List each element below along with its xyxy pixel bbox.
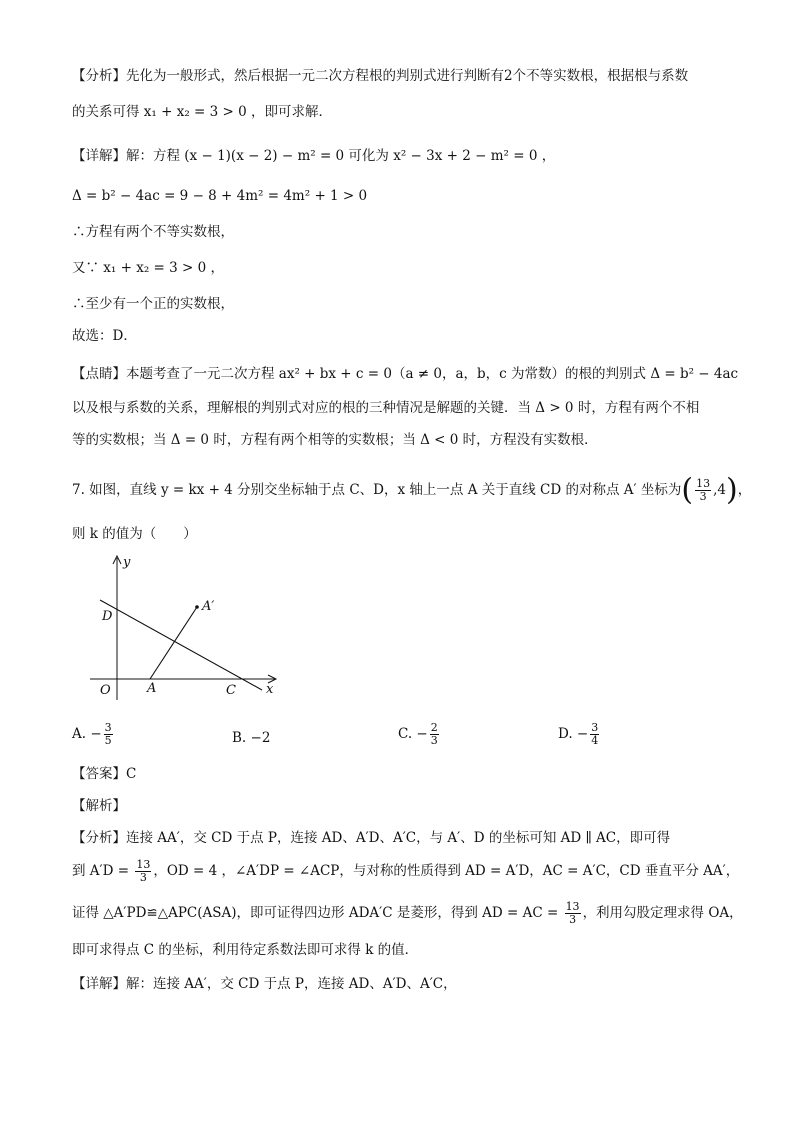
analysis7-text-4: 即可求得点 C 的坐标，利用待定系数法即可求得 k 的值．	[72, 942, 419, 958]
label-d: D	[102, 609, 113, 624]
label-a: A	[147, 681, 157, 696]
comment-tag: 【点睛】	[72, 366, 126, 382]
coord-numerator: 13	[696, 477, 711, 490]
analysis7-text-2b: ，OD = 4 ，∠A′DP = ∠ACP，与对称的性质得到 AD = A′D，AC = A′C，CD 垂直平分 AA′，	[153, 863, 740, 879]
analysis7-tag: 【分析】	[72, 830, 126, 846]
option-b[interactable]	[232, 730, 270, 746]
detail-line-3	[72, 222, 734, 242]
option-b-label: B. −2	[232, 730, 271, 746]
label-o: O	[100, 683, 111, 698]
sum-of-roots-line: 又∵ x₁ + x₂ = 3 > 0 ，	[72, 260, 224, 276]
comment-text: 本题考查了一元二次方程 ax² + bx + c = 0（a ≠ 0，a，b，c 为常数）的根的判别式 Δ = b² − 4ac	[126, 366, 739, 382]
question-punct: ，	[737, 482, 752, 498]
label-x: x	[266, 682, 274, 697]
analysis7-text-3a: 证得 △A′PD≌△APC(ASA)，即可证得四边形 ADA′C 是菱形，得到 AD = AC =	[72, 905, 563, 921]
analysis7-text-1: 连接 AA′，交 CD 于点 P，连接 AD、A′D、A′C，与 A′、D 的坐标可知 AD ∥ AC，即可得	[126, 830, 671, 846]
analysis7-frac1-den: 3	[139, 871, 147, 884]
label-a-prime: A′	[202, 599, 215, 614]
detail-line-2	[72, 186, 734, 206]
option-c-num: 2	[430, 721, 438, 734]
coord-y: ,4	[713, 482, 726, 498]
option-d-den: 4	[591, 734, 599, 747]
analysis7-line-4	[72, 940, 734, 960]
analysis7-fraction-2	[565, 901, 581, 926]
left-paren: (	[681, 472, 694, 508]
analysis-line-1	[72, 66, 734, 86]
label-c: C	[226, 683, 236, 698]
coord-fraction	[695, 478, 711, 503]
analysis7-text-2a: 到 A′D =	[72, 863, 134, 879]
option-a-label: A. −	[72, 726, 102, 742]
coord-denominator: 3	[699, 490, 707, 503]
point-a-prime	[195, 605, 199, 609]
detail-line-6	[72, 326, 734, 346]
analysis7-fraction-1	[135, 859, 151, 884]
right-paren: )	[725, 472, 738, 508]
analysis-heading	[72, 796, 734, 816]
detail-tag: 【详解】	[72, 148, 126, 164]
option-c[interactable]	[398, 722, 441, 747]
comment-line-1	[72, 364, 739, 384]
detail-line-5	[72, 294, 734, 314]
analysis7-text-3b: ，利用勾股定理求得 OA，	[582, 905, 743, 921]
detail-line-1	[72, 146, 734, 166]
option-c-label: C. −	[398, 726, 428, 742]
comment-line-3	[72, 430, 734, 450]
detail-equation: 解：方程 (x − 1)(x − 2) − m² = 0 可化为 x² − 3x + 2 − m² = 0 ，	[126, 148, 556, 164]
analysis7-frac2-num: 13	[565, 900, 580, 913]
line-cd	[100, 600, 262, 690]
question-7-stem	[72, 472, 752, 508]
analysis-text-cont: 的关系可得 x₁ + x₂ = 3 > 0 ，即可求解．	[72, 104, 332, 120]
analysis7-line-1	[72, 828, 734, 848]
question-7-line2	[72, 524, 734, 544]
option-a-den: 5	[104, 734, 112, 747]
comment-text-2: 以及根与系数的关系，理解根的判别式对应的根的三种情况是解题的关键．当 Δ > 0 时，方程有两个不相	[72, 400, 700, 416]
answer-value: C	[126, 766, 137, 782]
analysis7-frac2-den: 3	[569, 913, 577, 926]
analysis-heading-tag: 【解析】	[72, 798, 126, 814]
label-y: y	[123, 555, 131, 570]
detail7-line-1	[72, 974, 734, 994]
option-a-fraction	[104, 722, 113, 747]
positive-root-line: ∴至少有一个正的实数根，	[72, 296, 234, 312]
coordinate-figure	[90, 552, 290, 702]
detail7-tag: 【详解】	[72, 976, 126, 992]
answer-tag: 【答案】	[72, 766, 126, 782]
segment-aa-prime	[150, 607, 197, 679]
analysis-text: 先化为一般形式，然后根据一元二次方程根的判别式进行判断有2个不等实数根，根据根与系数	[126, 68, 689, 84]
option-a[interactable]	[72, 722, 115, 747]
answer-line	[72, 764, 734, 784]
option-d-num: 3	[591, 721, 599, 734]
analysis7-line-2	[72, 858, 740, 884]
question-text: 7. 如图，直线 y = kx + 4 分别交坐标轴于点 C、D，x 轴上一点 A 关于直线 CD 的对称点 A′ 坐标为	[72, 482, 682, 498]
discriminant-line: Δ = b² − 4ac = 9 − 8 + 4m² = 4m² + 1 > 0	[72, 188, 368, 204]
option-d-label: D. −	[558, 726, 589, 742]
detail-line-4	[72, 258, 734, 278]
option-d-fraction	[590, 722, 599, 747]
option-d[interactable]	[558, 722, 601, 747]
option-c-fraction	[430, 722, 439, 747]
analysis7-frac1-num: 13	[136, 858, 151, 871]
option-a-num: 3	[104, 721, 112, 734]
detail7-text-1: 解：连接 AA′，交 CD 于点 P，连接 AD、A′D、A′C，	[126, 976, 457, 992]
comment-text-3: 等的实数根；当 Δ = 0 时，方程有两个相等的实数根；当 Δ < 0 时，方程没有实数根．	[72, 432, 598, 448]
question-ask: 则 k 的值为（ ）	[72, 526, 197, 542]
analysis7-line-3	[72, 900, 743, 926]
analysis-line-2	[72, 102, 734, 122]
conclusion-two-roots: ∴方程有两个不等实数根，	[72, 224, 234, 240]
option-c-den: 3	[430, 734, 438, 747]
comment-line-2	[72, 398, 734, 418]
choice-line: 故选：D．	[72, 328, 137, 344]
analysis-tag: 【分析】	[72, 68, 126, 84]
